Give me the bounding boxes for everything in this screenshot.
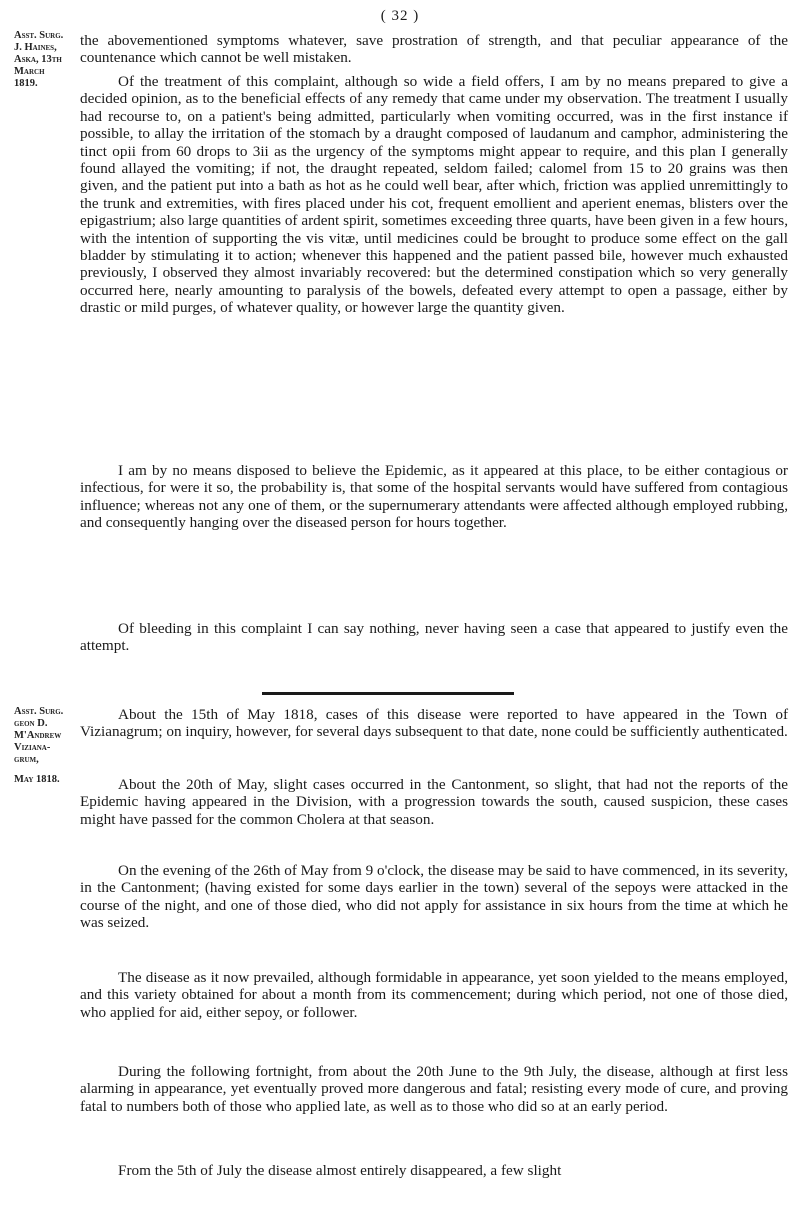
marginal-note-line: Asst. Surg. <box>14 706 64 717</box>
paragraph-first-reports: About the 15th of May 1818, cases of this disease were reported to have appeared in the Town of Vizianagrum; on inquiry, however, for several days subsequent to that date, none could be sufficiently authenticated. <box>80 706 788 741</box>
paragraph-treatment: Of the treatment of this complaint, although so wide a field offers, I am by no means prepared to give a decided opinion, as to the beneficial effects of any remedy that came under my observation. The treatment I usually had recourse to, on a patient's being admitted, particularly when vomiting occurred, was in the first instance if possible, to allay the irritation of the stomach by a draught composed of laudanum and camphor, administering the tinct opii from 60 drops to 3ii as the urgency of the symptoms might appear to require, and this plan I generally found allayed the vomiting; if not, the draught repeated, seldom failed; calomel from 15 to 20 grains was then given, and the patient put into a bath as hot as he could well bear, after which, friction was applied unremittingly to the trunk and extremities, with fires placed under his cot, frequent emollient and aperient enemas, blisters over the epigastrium; also large quantities of ardent spirit, sometimes exceeding three quarts, have been given in a few hours, with the intention of supporting the vis vitæ, until medicines could be brought to produce some effect on the gall bladder by stimulating it to action; whenever this happened and the patient passed bile, however much exhausted previously, I observed they almost invariably recovered: but the determined constipation which so very generally occurred here, nearly amounting to paralysis of the bowels, defeated every attempt to open a passage, either by drastic or mild purges, of whatever quality, or however large the quantity given. <box>80 73 788 317</box>
marginal-note-line: Asst. Surg. <box>14 30 64 41</box>
paragraph-commencement: On the evening of the 26th of May from 9 o'clock, the disease may be said to have commenced, in its severity, in the Cantonment; (having existed for some days earlier in the town) several of the sepoys were attacked in the course of the night, and one of those died, who did not apply for assistance in six hours from the time at which he was seized. <box>80 862 788 932</box>
marginal-note-line: geon D. <box>14 718 48 729</box>
marginal-note-line: 1819. <box>14 78 38 89</box>
paragraph-fatal-fortnight: During the following fortnight, from about the 20th June to the 9th July, the disease, although at first less alarming in appearance, yet eventually proved more dangerous and fatal; resisting every mode of cure, and proving fatal to numbers both of those who applied late, as well as to those who did so at an early period. <box>80 1063 788 1115</box>
section-divider <box>262 692 514 695</box>
paragraph-symptoms: the abovementioned symptoms whatever, save prostration of strength, and that peculiar appearance of the countenance which cannot be well mistaken. <box>80 32 788 67</box>
marginal-note-line: grum, <box>14 754 39 765</box>
marginal-note-line: Viziana- <box>14 742 51 753</box>
paragraph-contagion: I am by no means disposed to believe the Epidemic, as it appeared at this place, to be either contagious or infectious, for were it so, the probability is, that some of the hospital servants would have suffered from contagious influence; whereas not any one of them, or the supernumerary attendants were affected although employed rubbing, and consequently hanging over the diseased person for hours together. <box>80 462 788 532</box>
marginal-note-line: M'Andrew <box>14 730 62 741</box>
page-number: ( 32 ) <box>380 8 420 24</box>
paragraph-disappearance: From the 5th of July the disease almost entirely disappeared, a few slight <box>118 1162 562 1179</box>
marginal-note-line: May 1818. <box>14 774 60 785</box>
marginal-note-line: March <box>14 66 45 77</box>
paragraph-slight-cases: About the 20th of May, slight cases occurred in the Cantonment, so slight, that had not the reports of the Epidemic having appeared in the Division, with a progression towards the south, caused suspicion, these cases might have passed for the common Cholera at that season. <box>80 776 788 828</box>
marginal-note-haines <box>14 30 76 90</box>
marginal-note-line: Aska, 13th <box>14 54 62 65</box>
marginal-note-line: J. Haines, <box>14 42 57 53</box>
paragraph-variety: The disease as it now prevailed, although formidable in appearance, yet soon yielded to the means employed, and this variety obtained for about a month from its commencement; during which period, not one of those died, who applied for aid, either sepoy, or follower. <box>80 969 788 1021</box>
marginal-note-mandrew <box>14 706 76 786</box>
paragraph-bleeding: Of bleeding in this complaint I can say nothing, never having seen a case that appeared to justify even the attempt. <box>80 620 788 655</box>
